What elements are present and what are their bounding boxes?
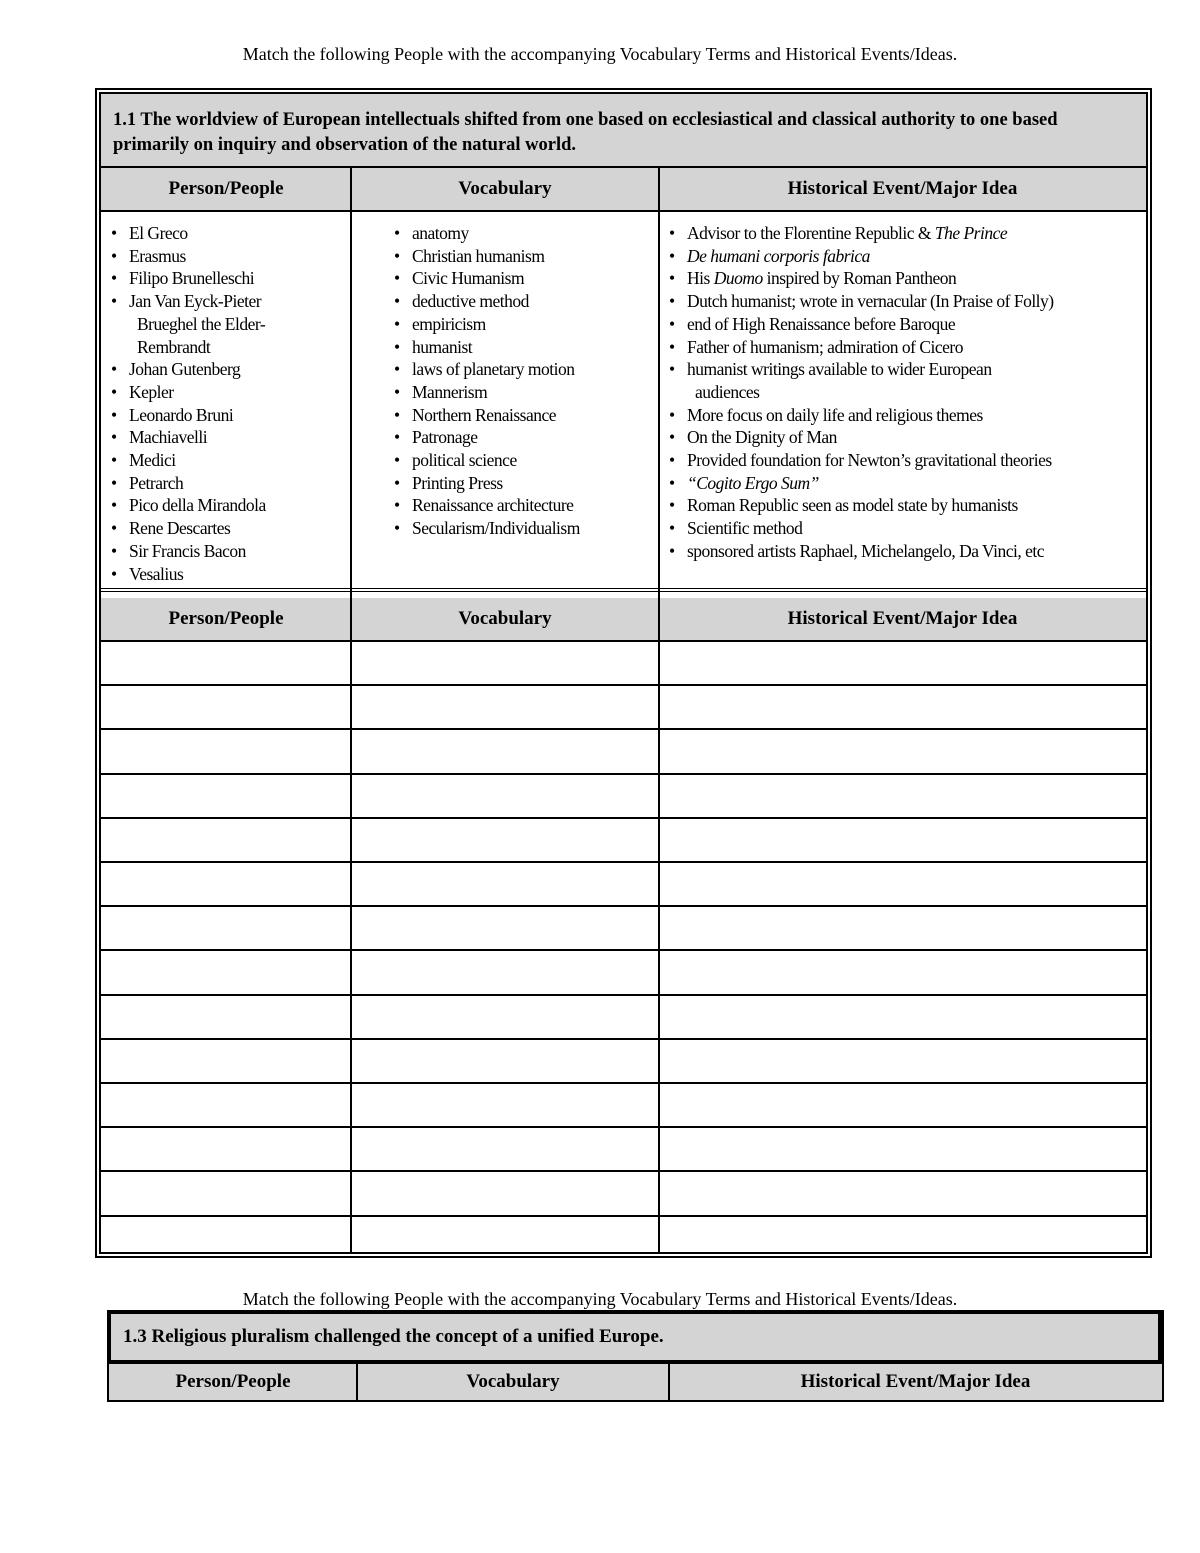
bullet: • <box>111 495 117 516</box>
vocabulary-item: • deductive method <box>394 291 529 312</box>
bullet: • <box>394 427 400 448</box>
header-historical-event: Historical Event/Major Idea <box>787 178 1018 199</box>
bullet: • <box>111 427 117 448</box>
header-person-people-2: Person/People <box>175 1371 291 1392</box>
header-vocabulary-2: Vocabulary <box>466 1371 560 1392</box>
bullet: • <box>111 223 117 243</box>
bullet: • <box>394 291 400 312</box>
person-item: • Leonardo Bruni <box>111 404 234 425</box>
event-item: • “Cogito Ergo Sum” <box>669 472 819 493</box>
answer-row <box>101 1084 1146 1128</box>
bullet: • <box>111 472 117 493</box>
bullet: • <box>394 336 400 357</box>
column-header-row <box>101 168 1146 212</box>
people-list <box>111 222 266 585</box>
vocabulary-item: • Mannerism <box>394 381 488 402</box>
answer-row <box>101 819 1146 863</box>
bullet: • <box>394 518 400 539</box>
section-title: 1.1 The worldview of European intellectuals shifted from one based on ecclesiastical and classical authority to one based primarily on inquiry and observation of the natural world. <box>101 94 1146 168</box>
column-header-row-2 <box>109 1362 1162 1400</box>
vocabulary-item: • Civic Humanism <box>394 268 525 289</box>
bullet: • <box>394 223 400 243</box>
term-lists-row <box>101 212 1146 592</box>
vocabulary-item: • political science <box>394 450 517 471</box>
vocabulary-item: • humanist <box>394 336 473 357</box>
bullet: • <box>669 313 675 334</box>
bullet: • <box>394 472 400 493</box>
bullet: • <box>669 495 675 516</box>
bullet: • <box>669 245 675 266</box>
bullet: • <box>669 291 675 312</box>
bullet: • <box>111 381 117 402</box>
bullet: • <box>669 472 675 493</box>
bullet: • <box>669 404 675 425</box>
person-item: • Jan Van Eyck-Pieter <box>111 291 262 312</box>
answer-header-vocabulary: Vocabulary <box>458 608 552 629</box>
person-item: • Machiavelli <box>111 427 208 448</box>
vocabulary-item: • Secularism/Individualism <box>394 518 580 539</box>
person-item: • Rene Descartes <box>111 518 231 539</box>
bullet: • <box>394 404 400 425</box>
event-item: • More focus on daily life and religious themes <box>669 404 983 425</box>
event-item: • On the Dignity of Man <box>669 427 837 448</box>
bullet: • <box>111 563 117 584</box>
answer-row <box>101 775 1146 819</box>
person-item: • Johan Gutenberg <box>111 359 241 380</box>
answer-row <box>101 686 1146 730</box>
answer-grid <box>101 642 1146 1252</box>
bullet: • <box>669 268 675 289</box>
answer-row <box>101 1040 1146 1084</box>
answer-row <box>101 996 1146 1040</box>
event-item: • Scientific method <box>669 518 803 539</box>
answer-row <box>101 642 1146 686</box>
person-item: • Erasmus <box>111 245 186 266</box>
person-item: • El Greco <box>111 223 188 243</box>
vocabulary-item: • Renaissance architecture <box>394 495 574 516</box>
bullet: • <box>111 268 117 289</box>
person-item: Brueghel the Elder- <box>137 313 266 334</box>
answer-row <box>101 863 1146 907</box>
vocabulary-item: • Printing Press <box>394 472 503 493</box>
bullet: • <box>394 495 400 516</box>
event-item: • sponsored artists Raphael, Michelangelo, Da Vinci, etc <box>669 540 1045 561</box>
bullet: • <box>669 518 675 539</box>
bullet: • <box>394 245 400 266</box>
bullet: • <box>669 223 675 243</box>
column-divider <box>350 168 352 1252</box>
column-divider <box>658 168 660 1252</box>
header-vocabulary: Vocabulary <box>458 178 552 199</box>
event-item: • Dutch humanist; wrote in vernacular (In Praise of Folly) <box>669 291 1054 312</box>
event-item: audiences <box>695 381 760 402</box>
bullet: • <box>394 381 400 402</box>
header-person-people: Person/People <box>168 178 284 199</box>
event-item: • Roman Republic seen as model state by humanists <box>669 495 1018 516</box>
bullet: • <box>111 450 117 471</box>
answer-header-historical-event: Historical Event/Major Idea <box>787 608 1018 629</box>
event-item: • De humani corporis fabrica <box>669 245 870 266</box>
bullet: • <box>111 291 117 312</box>
answer-row <box>101 1128 1146 1172</box>
bullet: • <box>111 245 117 266</box>
bullet: • <box>669 427 675 448</box>
worksheet-table-1-1 <box>95 88 1152 1258</box>
vocabulary-item: • laws of planetary motion <box>394 359 575 380</box>
answer-row <box>101 907 1146 951</box>
bullet: • <box>394 268 400 289</box>
event-item: • humanist writings available to wider European <box>669 359 992 380</box>
instruction-text-2: Match the following People with the accompanying Vocabulary Terms and Historical Events/Ideas. <box>242 1289 958 1309</box>
section-title-2: 1.3 Religious pluralism challenged the concept of a unified Europe. <box>109 1312 1162 1362</box>
bullet: • <box>669 450 675 471</box>
vocabulary-item: • Patronage <box>394 427 478 448</box>
person-item: • Sir Francis Bacon <box>111 540 246 561</box>
bullet: • <box>111 540 117 561</box>
column-divider <box>356 1364 358 1400</box>
bullet: • <box>111 359 117 380</box>
events-list <box>669 222 1054 563</box>
person-item: • Medici <box>111 450 176 471</box>
vocabulary-item: • Northern Renaissance <box>394 404 557 425</box>
bullet: • <box>669 336 675 357</box>
vocabulary-item: • empiricism <box>394 313 486 334</box>
header-historical-event-2: Historical Event/Major Idea <box>800 1371 1031 1392</box>
bullet: • <box>394 313 400 334</box>
person-item: • Vesalius <box>111 563 184 584</box>
vocabulary-item: • anatomy <box>394 223 469 243</box>
person-item: • Petrarch <box>111 472 184 493</box>
worksheet-table-1-3 <box>107 1310 1164 1402</box>
event-item: • end of High Renaissance before Baroque <box>669 313 956 334</box>
bullet: • <box>111 404 117 425</box>
answer-row <box>101 730 1146 774</box>
answer-header-person-people: Person/People <box>168 608 284 629</box>
answer-header-row <box>101 598 1146 642</box>
answer-row <box>101 1172 1146 1216</box>
column-divider <box>668 1364 670 1400</box>
bullet: • <box>394 450 400 471</box>
answer-row <box>101 951 1146 995</box>
bullet: • <box>394 359 400 380</box>
person-item: • Pico della Mirandola <box>111 495 266 516</box>
event-item: • Provided foundation for Newton’s gravitational theories <box>669 450 1052 471</box>
bullet: • <box>669 359 675 380</box>
instruction-text: Match the following People with the accompanying Vocabulary Terms and Historical Events/Ideas. <box>242 44 958 64</box>
event-item: • Advisor to the Florentine Republic & The Prince <box>669 223 1008 243</box>
event-item: • His Duomo inspired by Roman Pantheon <box>669 268 957 289</box>
person-item: • Kepler <box>111 381 174 402</box>
answer-row <box>101 1217 1146 1261</box>
bullet: • <box>669 540 675 561</box>
person-item: • Filipo Brunelleschi <box>111 268 255 289</box>
person-item: Rembrandt <box>137 336 211 357</box>
event-item: • Father of humanism; admiration of Cicero <box>669 336 963 357</box>
vocabulary-list <box>394 222 580 540</box>
vocabulary-item: • Christian humanism <box>394 245 545 266</box>
bullet: • <box>111 518 117 539</box>
